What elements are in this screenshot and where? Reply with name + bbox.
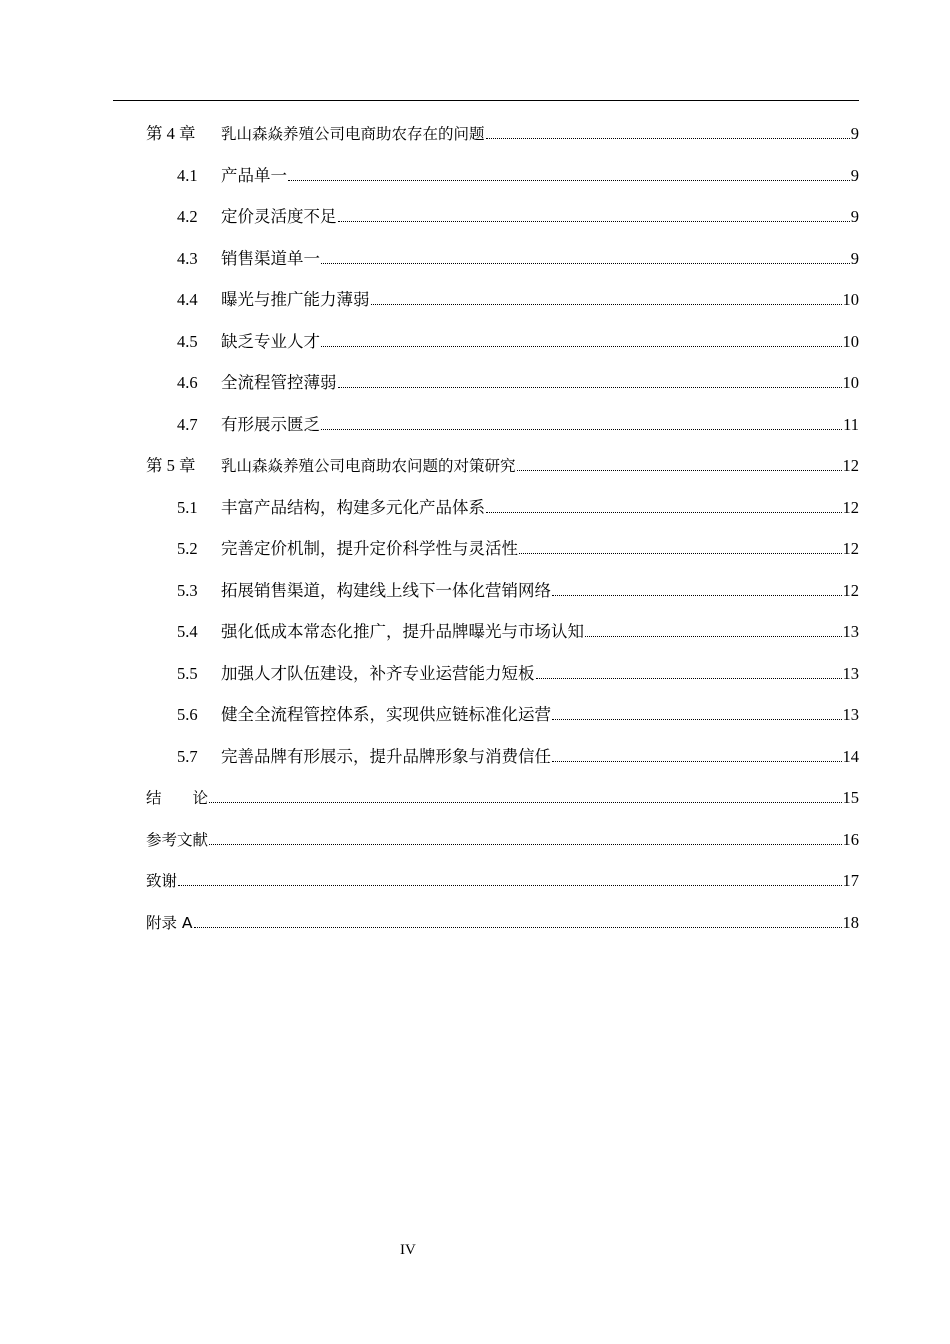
- leader-dots: [321, 346, 842, 347]
- toc-entry-page: 12: [842, 498, 859, 517]
- toc-entry-5-6[interactable]: [177, 701, 859, 725]
- toc-entry-4-7[interactable]: [177, 411, 859, 435]
- leader-dots: [552, 761, 842, 762]
- toc-entry-chapter-5[interactable]: [146, 452, 859, 476]
- toc-entry-page: 9: [850, 166, 859, 185]
- toc-entry-number: 4.2: [177, 207, 198, 226]
- toc-entry-chapter-4[interactable]: [146, 120, 859, 144]
- leader-dots: [486, 138, 850, 139]
- toc-entry-number: 4.5: [177, 332, 198, 351]
- leader-dots: [519, 553, 842, 554]
- toc-entry-page: 10: [842, 373, 859, 392]
- toc-entry-5-7[interactable]: [177, 743, 859, 767]
- toc-entry-title: 缺乏专业人才: [221, 332, 320, 351]
- toc-entry-number: 第 5 章: [146, 456, 196, 475]
- toc-entry-page: 13: [842, 705, 859, 724]
- toc-entry-number: 5.3: [177, 581, 198, 600]
- toc-entry-title: 完善定价机制，提升定价科学性与灵活性: [221, 539, 518, 558]
- toc-entry-title: 乳山森焱养殖公司电商助农存在的问题: [221, 125, 485, 143]
- toc-entry-title: 参考文献: [146, 831, 209, 849]
- leader-dots: [552, 595, 842, 596]
- toc-entry-5-4[interactable]: [177, 618, 859, 642]
- toc-entry-5-5[interactable]: [177, 660, 859, 684]
- toc-entry-number: 4.1: [177, 166, 198, 185]
- toc-entry-number: 5.2: [177, 539, 198, 558]
- toc-entry-title: 结 论: [146, 789, 209, 807]
- toc-entry-title: 乳山森焱养殖公司电商助农问题的对策研究: [221, 457, 516, 475]
- toc-entry-title: 销售渠道单一: [221, 249, 320, 268]
- toc-entry-number: 4.6: [177, 373, 198, 392]
- leader-dots: [321, 263, 850, 264]
- toc-entry-acknowledgements[interactable]: [146, 867, 859, 891]
- leader-dots: [321, 429, 842, 430]
- toc-entry-page: 17: [842, 871, 859, 890]
- page-number: IV: [400, 1242, 416, 1258]
- toc-entry-title: 曝光与推广能力薄弱: [221, 290, 370, 309]
- header-rule: [113, 100, 859, 101]
- toc-entry-page: 12: [842, 456, 859, 475]
- toc-entry-page: 16: [842, 830, 859, 849]
- toc-entry-title: 拓展销售渠道，构建线上线下一体化营销网络: [221, 581, 551, 600]
- toc-entry-conclusion[interactable]: [146, 784, 859, 808]
- leader-dots: [338, 387, 842, 388]
- toc-entry-4-6[interactable]: [177, 369, 859, 393]
- toc-entry-number: 4.3: [177, 249, 198, 268]
- toc-entry-4-2[interactable]: [177, 203, 859, 227]
- toc-entry-page: 18: [842, 913, 859, 932]
- toc-entry-page: 9: [850, 249, 859, 268]
- toc-entry-title: 致谢: [146, 872, 178, 890]
- leader-dots: [338, 221, 850, 222]
- toc-entry-number: 5.4: [177, 622, 198, 641]
- toc-entry-title: 附录 A: [146, 914, 193, 932]
- toc-entry-5-2[interactable]: [177, 535, 859, 559]
- toc-entry-page: 12: [842, 581, 859, 600]
- toc-entry-page: 12: [842, 539, 859, 558]
- toc-entry-title: 全流程管控薄弱: [221, 373, 337, 392]
- leader-dots: [209, 844, 841, 845]
- toc-entry-page: 13: [842, 664, 859, 683]
- toc-entry-page: 11: [843, 415, 859, 434]
- toc-entry-page: 9: [850, 124, 859, 143]
- toc-entry-number: 5.6: [177, 705, 198, 724]
- toc-entry-4-5[interactable]: [177, 328, 859, 352]
- toc-entry-4-4[interactable]: [177, 286, 859, 310]
- toc-entry-title: 产品单一: [221, 166, 287, 185]
- toc-entry-title: 有形展示匮乏: [221, 415, 320, 434]
- leader-dots: [536, 678, 842, 679]
- leader-dots: [371, 304, 842, 305]
- leader-dots: [209, 802, 841, 803]
- toc-entry-5-3[interactable]: [177, 577, 859, 601]
- toc-entry-title: 完善品牌有形展示，提升品牌形象与消费信任: [221, 747, 551, 766]
- toc-entry-page: 10: [842, 290, 859, 309]
- toc-entry-page: 13: [842, 622, 859, 641]
- toc-entry-page: 14: [842, 747, 859, 766]
- leader-dots: [194, 927, 842, 928]
- toc-entry-page: 15: [842, 788, 859, 807]
- toc-entry-number: 5.7: [177, 747, 198, 766]
- toc-entry-appendix-a[interactable]: [146, 909, 859, 933]
- toc-entry-number: 第 4 章: [146, 124, 196, 143]
- leader-dots: [178, 885, 841, 886]
- toc-entry-4-1[interactable]: [177, 162, 859, 186]
- toc-entry-title: 丰富产品结构，构建多元化产品体系: [221, 498, 485, 517]
- toc-entry-number: 5.1: [177, 498, 198, 517]
- toc-entry-4-3[interactable]: [177, 245, 859, 269]
- leader-dots: [486, 512, 842, 513]
- leader-dots: [288, 180, 850, 181]
- toc-entry-title: 定价灵活度不足: [221, 207, 337, 226]
- toc-entry-references[interactable]: [146, 826, 859, 850]
- toc-entry-number: 4.7: [177, 415, 198, 434]
- leader-dots: [552, 719, 842, 720]
- toc-entry-title: 加强人才队伍建设，补齐专业运营能力短板: [221, 664, 535, 683]
- toc-entry-5-1[interactable]: [177, 494, 859, 518]
- leader-dots: [585, 636, 842, 637]
- toc-entry-page: 9: [850, 207, 859, 226]
- toc-entry-title: 强化低成本常态化推广，提升品牌曝光与市场认知: [221, 622, 584, 641]
- toc-entry-number: 4.4: [177, 290, 198, 309]
- leader-dots: [517, 470, 842, 471]
- toc-entry-page: 10: [842, 332, 859, 351]
- toc-entry-title: 健全全流程管控体系，实现供应链标准化运营: [221, 705, 551, 724]
- toc-entry-number: 5.5: [177, 664, 198, 683]
